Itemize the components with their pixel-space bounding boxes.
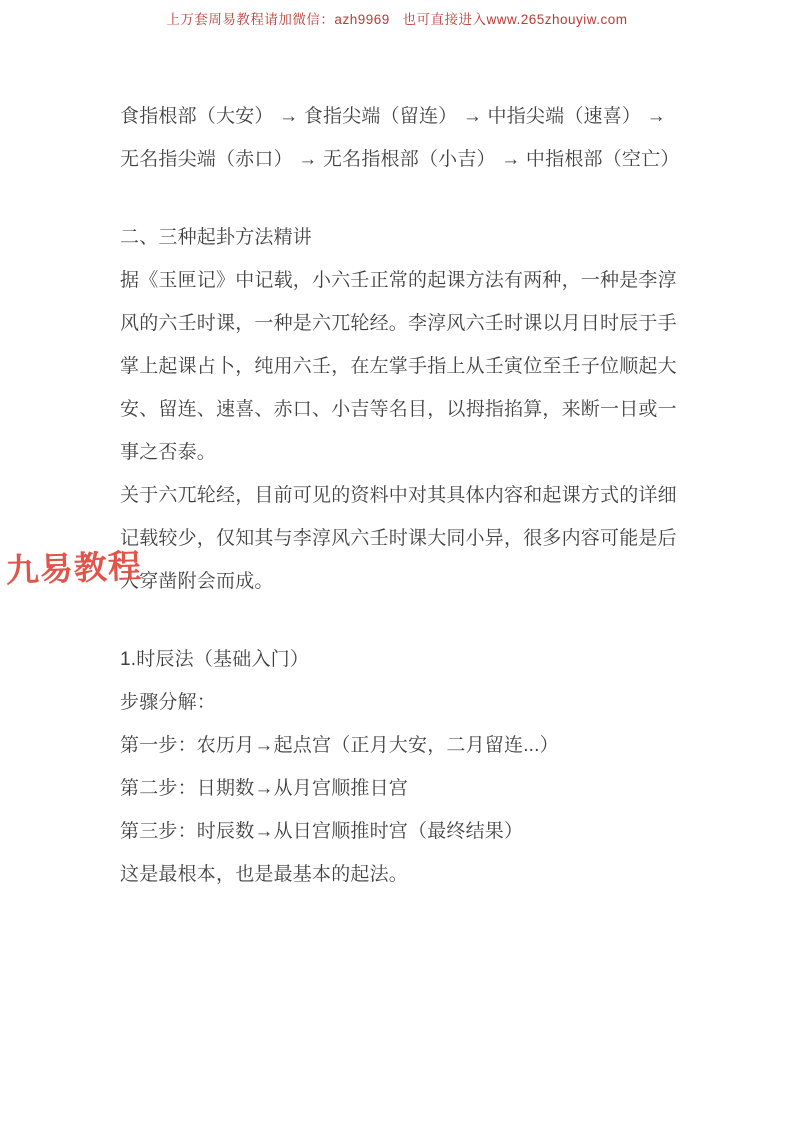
paragraph-line: 安、留连、速喜、赤口、小吉等名目，以拇指掐算，来断一日或一 xyxy=(120,399,677,420)
finger-sequence-line: 食指根部（大安） → 食指尖端（留连） → 中指尖端（速喜） → xyxy=(120,106,666,127)
paragraph-yujiaji xyxy=(120,259,690,474)
step-line: 第二步：日期数→从月宫顺推日宫 xyxy=(120,778,409,799)
paragraph-liuwu xyxy=(120,474,690,603)
paragraph-line: 掌上起课占卜，纯用六壬，在左掌手指上从壬寅位至壬子位顺起大 xyxy=(120,356,677,377)
method-section xyxy=(120,638,690,896)
section-heading-group xyxy=(120,216,690,259)
steps-label: 步骤分解： xyxy=(120,692,217,713)
finger-sequence-line: 无名指尖端（赤口） → 无名指根部（小吉） → 中指根部（空亡） xyxy=(120,149,680,170)
step-line: 第一步：农历月→起点宫（正月大安，二月留连...） xyxy=(120,735,559,756)
step-line: 第三步：时辰数→从日宫顺推时宫（最终结果） xyxy=(120,821,524,842)
paragraph-line: 记载较少，仅知其与李淳风六壬时课大同小异，很多内容可能是后 xyxy=(120,528,677,549)
promo-header-text: 上万套周易教程请加微信：azh9969 也可直接进入www.265zhouyiw.com xyxy=(166,12,628,27)
conclusion-line: 这是最根本，也是最基本的起法。 xyxy=(120,864,409,885)
method-title: 1.时辰法（基础入门） xyxy=(120,649,310,670)
section-heading: 二、三种起卦方法精讲 xyxy=(120,227,313,248)
paragraph-line: 人穿凿附会而成。 xyxy=(120,571,274,592)
document-body xyxy=(120,0,690,896)
paragraph-line: 事之否泰。 xyxy=(120,442,217,463)
paragraph-line: 据《玉匣记》中记载，小六壬正常的起课方法有两种，一种是李淳 xyxy=(120,270,677,291)
finger-sequence-paragraph xyxy=(120,95,690,181)
paragraph-line: 关于六兀轮经，目前可见的资料中对其具体内容和起课方式的详细 xyxy=(120,485,677,506)
paragraph-line: 风的六壬时课，一种是六兀轮经。李淳风六壬时课以月日时辰于手 xyxy=(120,313,677,334)
watermark-text: 九易教程 xyxy=(5,547,143,589)
